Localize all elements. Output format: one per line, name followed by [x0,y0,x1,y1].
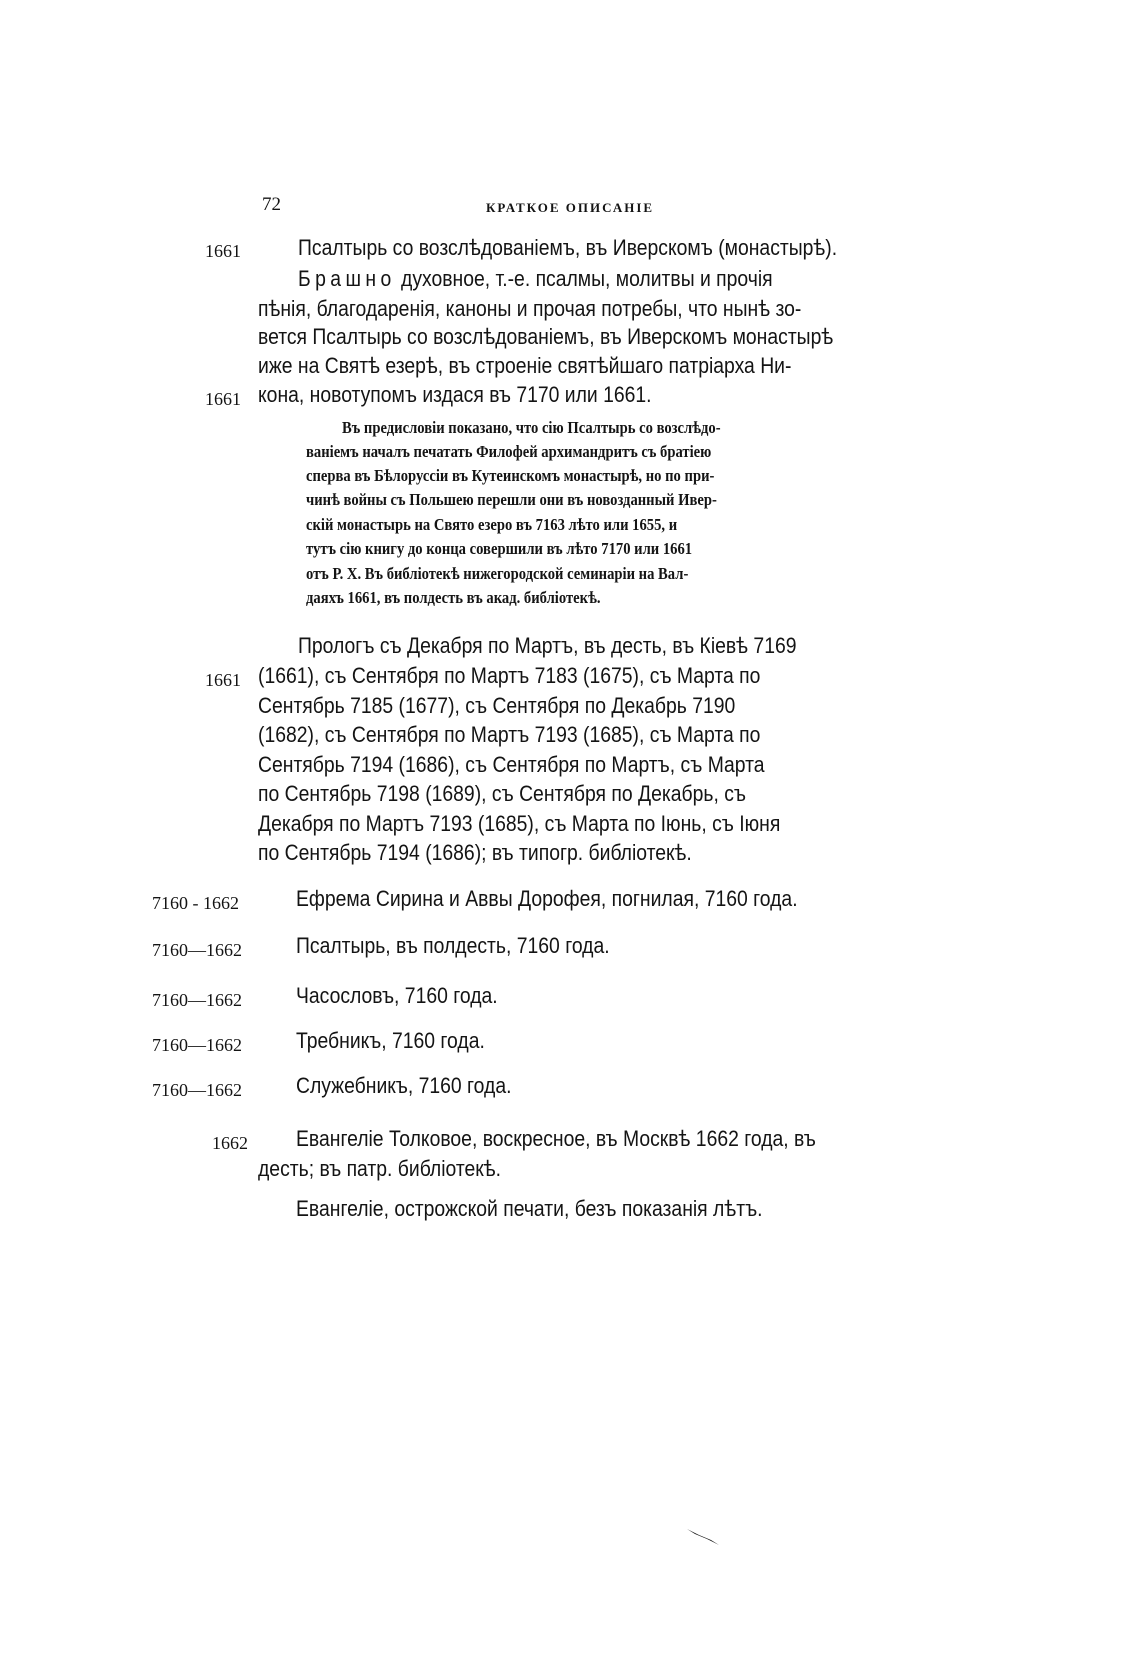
margin-year: 7160—1662 [152,1035,242,1055]
margin-year: 7160 - 1662 [152,893,239,913]
margin-year: 7160—1662 [152,1080,242,1100]
margin-year: 1661 [205,389,241,409]
entry-line: (1682), съ Сентября по Мартъ 7193 (1685), съ Марта по [258,722,761,747]
entry-line [298,266,773,292]
ink-mark [685,1525,725,1550]
entry-line: десть; въ патр. библіотекѣ. [258,1156,501,1181]
note-line: тутъ сію книгу до конца совершили въ лѣто 7170 или 1661 [306,539,693,558]
entry-line: Декабря по Мартъ 7193 (1685), съ Марта по Іюнь, съ Іюня [258,811,781,836]
entry-line: иже на Святѣ езерѣ, въ строеніе святѣйшаго патріарха Ни- [258,353,792,378]
note-line: скій монастырь на Свято езеро въ 7163 лѣто или 1655, и [306,515,678,534]
entry-line: Евангеліе, острожской печати, безъ показанія лѣтъ. [296,1196,763,1221]
entry-line: Сентябрь 7185 (1677), съ Сентября по Декабрь 7190 [258,693,736,718]
running-title: КРАТКОЕ ОПИСАНІЕ [486,200,655,215]
entry-line: Часословъ, 7160 года. [296,983,498,1008]
note-line: ваніемъ началъ печатать Филофей архимандритъ съ братіею [306,442,712,461]
entry-line: пѣнія, благодаренія, каноны и прочая потребы, что нынѣ зо- [258,296,802,321]
margin-year: 7160—1662 [152,940,242,960]
entry-line: Псалтырь со возслѣдованіемъ, въ Иверскомъ (монастырѣ). [298,235,838,260]
spaced-word: Брашно [298,266,396,291]
entry-line: (1661), съ Сентября по Мартъ 7183 (1675), съ Марта по [258,663,761,688]
entry-line: по Сентябрь 7198 (1689), съ Сентября по Декабрь, съ [258,781,747,806]
page-number: 72 [262,194,281,215]
margin-year: 1661 [205,241,241,261]
margin-year: 1661 [205,670,241,690]
note-line: даяхъ 1661, въ полдесть въ акад. библіотекѣ. [306,588,601,607]
entry-line: Ефрема Сирина и Аввы Дорофея, погнилая, 7160 года. [296,886,798,911]
entry-line: Служебникъ, 7160 года. [296,1073,512,1098]
margin-year: 1662 [212,1133,248,1153]
entry-line: вется Псалтырь со возслѣдованіемъ, въ Иверскомъ монастырѣ [258,324,834,349]
entry-line: Псалтырь, въ полдесть, 7160 года. [296,933,610,958]
entry-line: Сентябрь 7194 (1686), съ Сентября по Мартъ, съ Марта [258,752,765,777]
entry-line: Евангеліе Толковое, воскресное, въ Москвѣ 1662 года, въ [296,1126,816,1151]
entry-line: Прологъ съ Декабря по Мартъ, въ десть, въ Кіевѣ 7169 [298,633,797,658]
entry-line: кона, новотупомъ издася въ 7170 или 1661. [258,382,652,407]
note-line: чинѣ войны съ Польшею перешли они въ новозданный Ивер- [306,490,717,509]
note-line: сперва въ Бѣлоруссіи въ Кутеинскомъ монастырѣ, но по при- [306,466,715,485]
entry-line: по Сентябрь 7194 (1686); въ типогр. библіотекѣ. [258,840,692,865]
note-line: отъ Р. Х. Въ библіотекѣ нижегородской семинаріи на Вал- [306,564,689,583]
entry-line: Требникъ, 7160 года. [296,1028,485,1053]
margin-year: 7160—1662 [152,990,242,1010]
note-line: Въ предисловіи показано, что сію Псалтырь со возслѣдо- [342,418,721,437]
entry-line-text: духовное, т.-е. псалмы, молитвы и прочія [401,266,773,291]
